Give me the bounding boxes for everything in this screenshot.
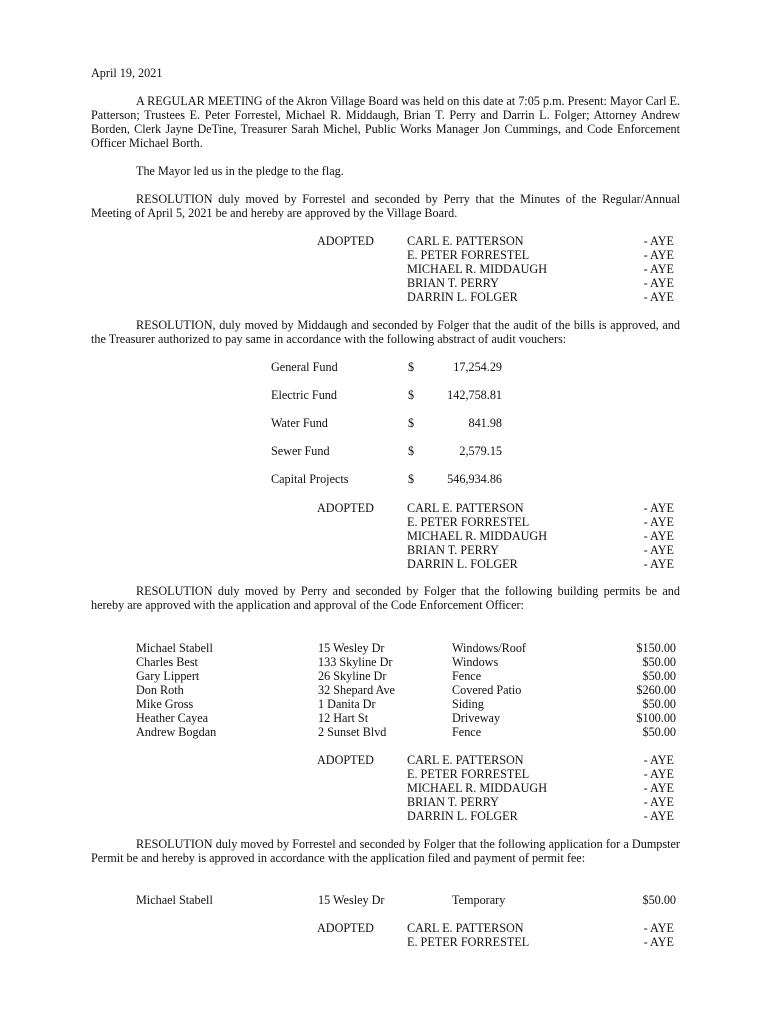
permit-type: Fence [452, 669, 482, 683]
fund-row [271, 388, 531, 416]
permit-type: Fence [452, 725, 482, 739]
vote-name: DARRIN L. FOLGER [407, 809, 518, 823]
fund-amount: 142,758.81 [447, 388, 502, 402]
permit-address: 1 Danita Dr [318, 697, 376, 711]
vote-name: MICHAEL R. MIDDAUGH [407, 529, 548, 543]
vote-result: - AYE [643, 935, 674, 949]
audit-funds-table [271, 360, 531, 500]
permit-address: 2 Sunset Blvd [318, 725, 387, 739]
vote-name: BRIAN T. PERRY [407, 543, 499, 557]
vote-row [317, 753, 680, 767]
permit-row [136, 641, 676, 655]
permit-name: Gary Lippert [136, 669, 200, 683]
permit-type: Siding [452, 697, 484, 711]
intro-paragraph: A REGULAR MEETING of the Akron Village Board was held on this date at 7:05 p.m. Present: Mayor Carl E. Patterson; Trustees E. Peter Forrestel, Michael R. Middaugh, Brian T. Perry and Darrin L. Folger; Attorney Andrew Borden, Clerk Jayne DeTine, Treasurer Sarah Michel, Public Works Manager Jon Cummings, and Code Enforcement Officer Michael Borth. [91, 94, 681, 150]
vote-name: DARRIN L. FOLGER [407, 290, 518, 304]
vote-block-minutes [317, 234, 680, 304]
fund-name: Capital Projects [271, 472, 349, 486]
vote-name: DARRIN L. FOLGER [407, 557, 518, 571]
permit-name: Michael Stabell [136, 893, 213, 907]
vote-row [317, 767, 680, 781]
meeting-date: April 19, 2021 [91, 66, 163, 80]
permit-name: Michael Stabell [136, 641, 213, 655]
vote-row [317, 781, 680, 795]
fund-row [271, 416, 531, 444]
fund-amount: 17,254.29 [453, 360, 502, 374]
permit-type: Windows/Roof [452, 641, 526, 655]
vote-result: - AYE [643, 543, 674, 557]
permit-type: Driveway [452, 711, 501, 725]
permit-fee: $50.00 [642, 697, 676, 711]
vote-row [317, 543, 680, 557]
vote-result: - AYE [643, 767, 674, 781]
permit-address: 26 Skyline Dr [318, 669, 387, 683]
vote-row [317, 921, 680, 935]
vote-row [317, 809, 680, 823]
permit-fee: $50.00 [642, 893, 676, 907]
vote-name: MICHAEL R. MIDDAUGH [407, 262, 548, 276]
permit-address: 133 Skyline Dr [318, 655, 393, 669]
fund-amount: 2,579.15 [459, 444, 502, 458]
vote-row [317, 234, 680, 248]
adopted-label: ADOPTED [317, 501, 374, 515]
vote-row [317, 529, 680, 543]
permit-address: 32 Shepard Ave [318, 683, 395, 697]
vote-result: - AYE [643, 529, 674, 543]
adopted-label: ADOPTED [317, 234, 374, 248]
vote-name: E. PETER FORRESTEL [407, 515, 530, 529]
permit-row [136, 711, 676, 725]
vote-result: - AYE [643, 248, 674, 262]
adopted-label: ADOPTED [317, 753, 374, 767]
fund-currency: $ [408, 444, 415, 458]
adopted-label: ADOPTED [317, 921, 374, 935]
vote-name: CARL E. PATTERSON [407, 501, 524, 515]
vote-result: - AYE [643, 921, 674, 935]
vote-name: BRIAN T. PERRY [407, 795, 499, 809]
permit-type: Temporary [452, 893, 506, 907]
permit-fee: $50.00 [642, 669, 676, 683]
permit-fee: $100.00 [636, 711, 676, 725]
vote-name: E. PETER FORRESTEL [407, 767, 530, 781]
vote-row [317, 795, 680, 809]
fund-name: Electric Fund [271, 388, 337, 402]
vote-result: - AYE [643, 262, 674, 276]
vote-result: - AYE [643, 501, 674, 515]
fund-row [271, 472, 531, 500]
resolution-building-permits: RESOLUTION duly moved by Perry and seconded by Folger that the following building permits be and hereby are approved with the application and approval of the Code Enforcement Officer: [91, 584, 680, 612]
resolution-dumpster-permit: RESOLUTION duly moved by Forrestel and seconded by Folger that the following application for a Dumpster Permit be and hereby is approved in accordance with the application filed and payment of permit fee: [91, 837, 680, 865]
vote-name: MICHAEL R. MIDDAUGH [407, 781, 548, 795]
vote-name: E. PETER FORRESTEL [407, 935, 530, 949]
permit-fee: $260.00 [636, 683, 676, 697]
vote-result: - AYE [643, 809, 674, 823]
permit-row [136, 669, 676, 683]
vote-row [317, 276, 680, 290]
permit-row [136, 655, 676, 669]
fund-currency: $ [408, 472, 415, 486]
vote-result: - AYE [643, 234, 674, 248]
permit-row [136, 725, 676, 739]
fund-currency: $ [408, 388, 415, 402]
vote-result: - AYE [643, 276, 674, 290]
fund-name: Water Fund [271, 416, 328, 430]
permit-name: Andrew Bogdan [136, 725, 217, 739]
vote-row [317, 935, 680, 949]
vote-name: CARL E. PATTERSON [407, 921, 524, 935]
fund-name: General Fund [271, 360, 338, 374]
fund-amount: 841.98 [468, 416, 502, 430]
permit-fee: $150.00 [636, 641, 676, 655]
vote-row [317, 290, 680, 304]
vote-block-building-permits [317, 753, 680, 823]
fund-currency: $ [408, 360, 415, 374]
dumpster-permit-table [136, 893, 676, 907]
vote-row [317, 557, 680, 571]
vote-result: - AYE [643, 557, 674, 571]
permit-row [136, 683, 676, 697]
permit-name: Charles Best [136, 655, 198, 669]
vote-row [317, 262, 680, 276]
vote-name: CARL E. PATTERSON [407, 234, 524, 248]
permit-name: Don Roth [136, 683, 184, 697]
vote-result: - AYE [643, 290, 674, 304]
vote-row [317, 248, 680, 262]
fund-row [271, 360, 531, 388]
vote-result: - AYE [643, 753, 674, 767]
fund-row [271, 444, 531, 472]
permit-type: Covered Patio [452, 683, 522, 697]
vote-result: - AYE [643, 781, 674, 795]
vote-name: BRIAN T. PERRY [407, 276, 499, 290]
permit-name: Mike Gross [136, 697, 194, 711]
vote-row [317, 501, 680, 515]
vote-result: - AYE [643, 515, 674, 529]
building-permits-table [136, 641, 676, 739]
fund-amount: 546,934.86 [447, 472, 502, 486]
vote-block-audit [317, 501, 680, 571]
permit-fee: $50.00 [642, 655, 676, 669]
vote-result: - AYE [643, 795, 674, 809]
vote-name: CARL E. PATTERSON [407, 753, 524, 767]
permit-address: 12 Hart St [318, 711, 369, 725]
pledge-paragraph: The Mayor led us in the pledge to the flag. [136, 164, 344, 178]
permit-fee: $50.00 [642, 725, 676, 739]
vote-row [317, 515, 680, 529]
permit-address: 15 Wesley Dr [318, 893, 385, 907]
vote-name: E. PETER FORRESTEL [407, 248, 530, 262]
permit-name: Heather Cayea [136, 711, 209, 725]
permit-row [136, 893, 676, 907]
fund-currency: $ [408, 416, 415, 430]
vote-block-dumpster [317, 921, 680, 949]
permit-type: Windows [452, 655, 499, 669]
fund-name: Sewer Fund [271, 444, 330, 458]
permit-address: 15 Wesley Dr [318, 641, 385, 655]
permit-row [136, 697, 676, 711]
resolution-audit: RESOLUTION, duly moved by Middaugh and seconded by Folger that the audit of the bills is approved, and the Treasurer authorized to pay same in accordance with the following abstract of audit vouchers: [91, 318, 680, 346]
resolution-minutes: RESOLUTION duly moved by Forrestel and seconded by Perry that the Minutes of the Regular/Annual Meeting of April 5, 2021 be and hereby are approved by the Village Board. [91, 192, 680, 220]
